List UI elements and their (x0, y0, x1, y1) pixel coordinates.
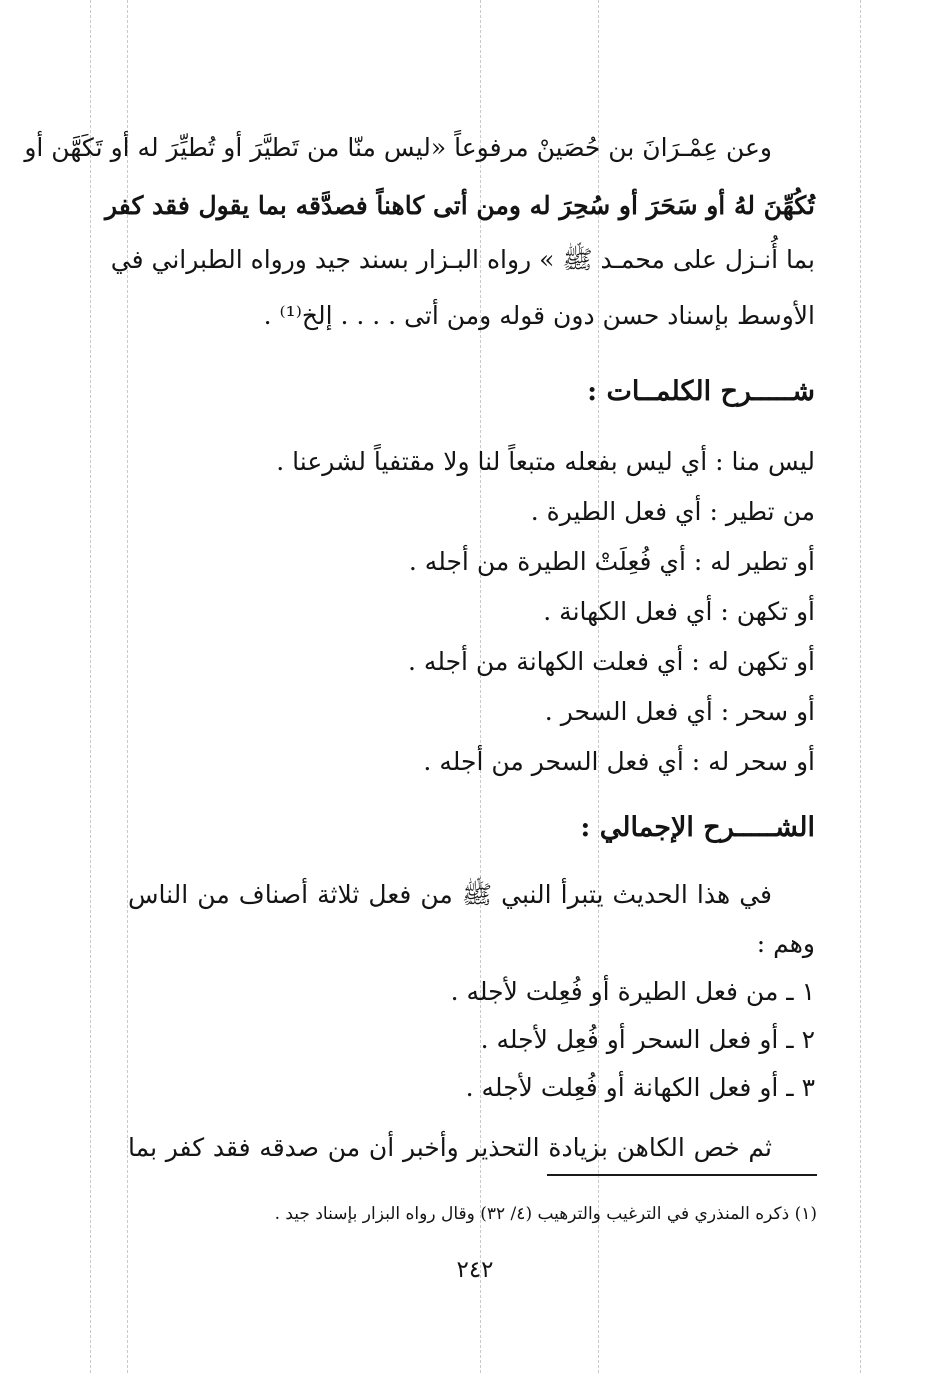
word-definition: ليس منا : أي ليس بفعله متبعاً لنا ولا مقتفياً لشرعنا . (276, 447, 815, 476)
footnote-separator (547, 1174, 817, 1176)
word-definition: أو سحر له : أي فعل السحر من أجله . (423, 747, 815, 776)
hadith-line-4: الأوسط بإسناد حسن دون قوله ومن أتى . . . . إلخ⁽¹⁾ . (263, 301, 815, 330)
word-definition: أو تكهن له : أي فعلت الكهانة من أجله . (408, 647, 815, 676)
scan-guide-line (90, 0, 91, 1373)
hadith-line-2: تُكُهِّنَ لهُ أو سَحَرَ أو سُحِرَ له ومن أتى كاهناً فصدَّقه بما يقول فقد كفر (105, 191, 815, 220)
summary-list-item: ٣ ـ أو فعل الكهانة أو فُعِلت لأجله . (465, 1073, 815, 1102)
word-definition: أو سحر : أي فعل السحر . (544, 697, 815, 726)
footnote: (١) ذكره المنذري في الترغيب والترهيب (٤/ ٣٢) وقال رواه البزار بإسناد جيد . (274, 1204, 817, 1224)
word-definition: من تطير : أي فعل الطيرة . (530, 497, 815, 526)
word-definition: أو تكهن : أي فعل الكهانة . (543, 597, 815, 626)
page-number: ٢٤٢ (456, 1257, 494, 1283)
summary-intro-continued: وهم : (756, 929, 815, 958)
word-definition: أو تطير له : أي فُعِلَتْ الطيرة من أجله . (408, 547, 815, 576)
page-body (24, 0, 815, 1200)
summary-heading: الشـــــرح الإجمالي : (580, 812, 815, 843)
hadith-line-1: وعن عِمْـرَانَ بن حُصَينْ مرفوعاً «ليس منّا من تَطيَّرَ أو تُطيِّرَ له أو تَكَهَّن أو (24, 133, 772, 162)
summary-intro: في هذا الحديث يتبرأ النبي ﷺ من فعل ثلاثة أصناف من الناس (128, 880, 772, 909)
words-heading: شـــــرح الكلمــات : (587, 376, 815, 407)
summary-list-item: ٢ ـ أو فعل السحر أو فُعِل لأجله . (480, 1025, 815, 1054)
summary-closing-line: ثم خص الكاهن بزيادة التحذير وأخبر أن من صدقه فقد كفر بما (128, 1133, 772, 1162)
summary-list-item: ١ ـ من فعل الطيرة أو فُعِلت لأجله . (450, 977, 815, 1006)
hadith-line-3: بما أُنـزل على محمـد ﷺ » رواه البـزار بسند جيد ورواه الطبراني في (110, 245, 815, 274)
scan-guide-line (860, 0, 861, 1373)
